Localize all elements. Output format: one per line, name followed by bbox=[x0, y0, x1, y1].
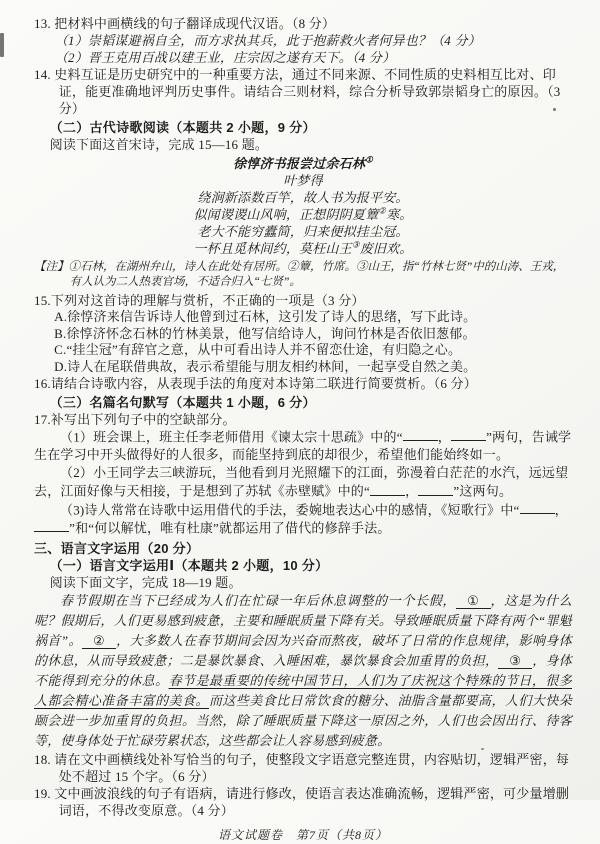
answer-blank bbox=[418, 482, 453, 495]
page-footer: 语文试题卷 第7页（共8页） bbox=[217, 828, 388, 843]
poetry-intro: 阅读下面这首宋诗，完成 15—16 题。 bbox=[49, 137, 269, 152]
q14-stem: 14. 史料互证是历史研究中的一种重要方法，通过不同来源、不同性质的史料相互比对、印证，能更准确地评判历史事件。请结合三则材料，综合分析导致郭崇韬身亡的原因。（3 分） bbox=[34, 67, 561, 116]
q13-sub2: （2）晋王克用百战以建王业，庄宗因之遂有天下。（4 分） bbox=[54, 50, 396, 65]
passage-text: ，这是为什么呢？假期后，人们更易感到疲惫，主要和睡眠质量下降有关。导致睡眠质量下降有两个“罪魁祸首”。 bbox=[34, 593, 572, 649]
poem-line-4 bbox=[34, 240, 572, 257]
passage-text: 而这些美食比日常饮食的糖分、油脂含量都要高，人们大快朵颐会进一步加重胃的负担。当然，除了睡眠质量下降这一原因之外，人们也会因出行、待客等，使身体处于忙碌劳累状态，这些都会让人容易感到疲惫。 bbox=[34, 693, 572, 749]
poem-title-text: 徐惇济书报尝过余石林 bbox=[233, 156, 366, 171]
q17-item-3-before: （3)诗人常常在诗歌中运用借代的手法，委婉地表达心中的感情，《短歌行》中“ bbox=[60, 502, 520, 518]
q17-item-2-before: （2）小王同学去三峡游玩，当他看到月光照耀下的江面，弥漫着白茫茫的水汽，远远望去，江面好像与天相接，于是想到了苏轼《赤壁赋》中的“ bbox=[34, 465, 569, 499]
poem-text: 似闻谡谡山风响，正想阴阴夏簟 bbox=[193, 207, 379, 222]
answer-blank bbox=[403, 428, 438, 441]
poem-line-2 bbox=[34, 206, 572, 223]
q17-item-1-after: ”两句，告诫学生在学习中开头做得好的人很多，而能坚持到底的却很少，希望他们能始终如一。 bbox=[34, 429, 572, 463]
q17-item-3-after: ”和“何以解忧，唯有杜康”就都运用了借代的修辞手法。 bbox=[69, 520, 391, 536]
note-ref-3: ③ bbox=[351, 239, 360, 250]
q17-item-2 bbox=[34, 464, 572, 500]
scan-speck bbox=[553, 108, 556, 111]
q15-option-b: B.徐惇济怀念石林的竹林美景，他写信给诗人，询问竹林是否依旧葱郁。 bbox=[54, 325, 476, 341]
passage-text: 春节假期在当下已经成为人们在忙碌一年后休息调整的一个长假， bbox=[60, 593, 457, 609]
answer-blank bbox=[451, 428, 486, 441]
q17-item-3 bbox=[34, 501, 572, 538]
poem-line-1: 绕涧新添数百竿，故人书为报平安。 bbox=[197, 190, 409, 205]
q17-item-2-comma: ， bbox=[405, 483, 419, 499]
poem-author: 叶梦得 bbox=[283, 173, 323, 188]
q17-item-1 bbox=[34, 428, 572, 464]
poem-title bbox=[34, 155, 572, 172]
answer-blank bbox=[520, 501, 555, 514]
wavy-underlined-sentence: 春节是最重要的传统中国节日，人们为了庆祝这个特殊的节日，很多人都会精心准备丰富的美食。 bbox=[34, 673, 572, 709]
q17-item-1-comma: ， bbox=[437, 429, 451, 445]
q17-item-2-after: ”这两句。 bbox=[453, 483, 513, 499]
numbered-blank-3: ③ bbox=[498, 653, 532, 669]
answer-blank bbox=[34, 519, 69, 532]
section-language-heading: 三、语言文字运用（20 分） bbox=[34, 541, 200, 557]
language-passage bbox=[34, 591, 572, 751]
q16-stem: 16.请结合诗歌内容，从表现手法的角度对本诗第二联进行简要赏析。（6 分） bbox=[34, 376, 477, 391]
section-poetry-heading: （二）古代诗歌阅读（本题共 2 小题，9 分） bbox=[49, 120, 316, 135]
q17-item-1-before: （1）班会课上，班主任李老师借用《谏太宗十思疏》中的“ bbox=[60, 429, 403, 445]
passage-text: ，大多数人在春节期间会因为兴奋而熬夜，破坏了日常的作息规律，影响身体的休息，从而导致疲惫；二是暴饮暴食、入睡困难，暴饮暴食会加重胃的负担， bbox=[34, 633, 573, 669]
numbered-blank-1: ① bbox=[456, 593, 490, 609]
q17-stem: 17.补写出下列句子中的空缺部分。 bbox=[34, 412, 236, 427]
scan-edge-artifact bbox=[0, 33, 4, 57]
poem-text: 一杯且觅林间约，莫枉山王 bbox=[193, 241, 352, 256]
q15-option-a: A.徐惇济来信告诉诗人他曾到过石林，这引发了诗人的思绪，写下此诗。 bbox=[54, 309, 477, 324]
poem-text: 废旧欢。 bbox=[359, 241, 413, 256]
q15-option-d: D.诗人在尾联借典故，表示希望能与朋友相约林间，一起享受自然之美。 bbox=[54, 358, 477, 374]
q15-option-c: C.“挂尘冠”有辞官之意，从中可看出诗人并不留恋仕途，有归隐之心。 bbox=[54, 342, 462, 357]
section-dictation-heading: （三）名篇名句默写（本题共 1 小题，6 分） bbox=[49, 395, 316, 410]
answer-blank bbox=[370, 482, 405, 495]
language-intro: 阅读下面文字，完成 18—19 题。 bbox=[49, 575, 242, 591]
note-ref-1: ① bbox=[365, 154, 373, 165]
q17-item-3-comma: ， bbox=[554, 502, 568, 518]
numbered-blank-2: ② bbox=[82, 633, 116, 649]
section-language-sub-heading: （一）语言文字运用Ⅰ（本题共 2 小题，10 分） bbox=[49, 558, 329, 574]
poem-line-3: 老大不能穷蠹简，归来便拟挂尘冠。 bbox=[197, 224, 409, 239]
poem-text: 寒。 bbox=[386, 207, 413, 222]
q15-stem: 15.下列对这首诗的理解与赏析，不正确的一项是（3 分） bbox=[34, 293, 365, 308]
passage-text: ，身体不能得到充分的休息。 bbox=[34, 653, 572, 689]
scan-speck bbox=[481, 748, 484, 750]
q19-stem: 19. 文中画波浪线的句子有语病，请进行修改，使语言表达准确流畅，逻辑严密，可少量增删词语，不得改变原意。（4 分） bbox=[34, 786, 570, 819]
q18-stem: 18. 请在文中画横线处补写恰当的句子，使整段文字语意完整连贯，内容贴切，逻辑严密，每处不超过 15 个字。（6 分） bbox=[34, 752, 570, 785]
poem-note: 【注】①石林，在湖州弁山，诗人在此处有居所。②簟，竹席。③山王，指“竹林七贤”中的山涛、王戎，有人认为二人热衷官场，不适合归入“七贤”。 bbox=[34, 261, 565, 288]
note-ref-2: ② bbox=[378, 205, 387, 216]
q13-stem: 13. 把材料中画横线的句子翻译成现代汉语。（8 分） bbox=[34, 16, 336, 31]
q13-sub1: （1）崇韬谋避祸自全，而方求执其兵，此于抱薪救火者何异也？（4 分） bbox=[54, 33, 481, 48]
